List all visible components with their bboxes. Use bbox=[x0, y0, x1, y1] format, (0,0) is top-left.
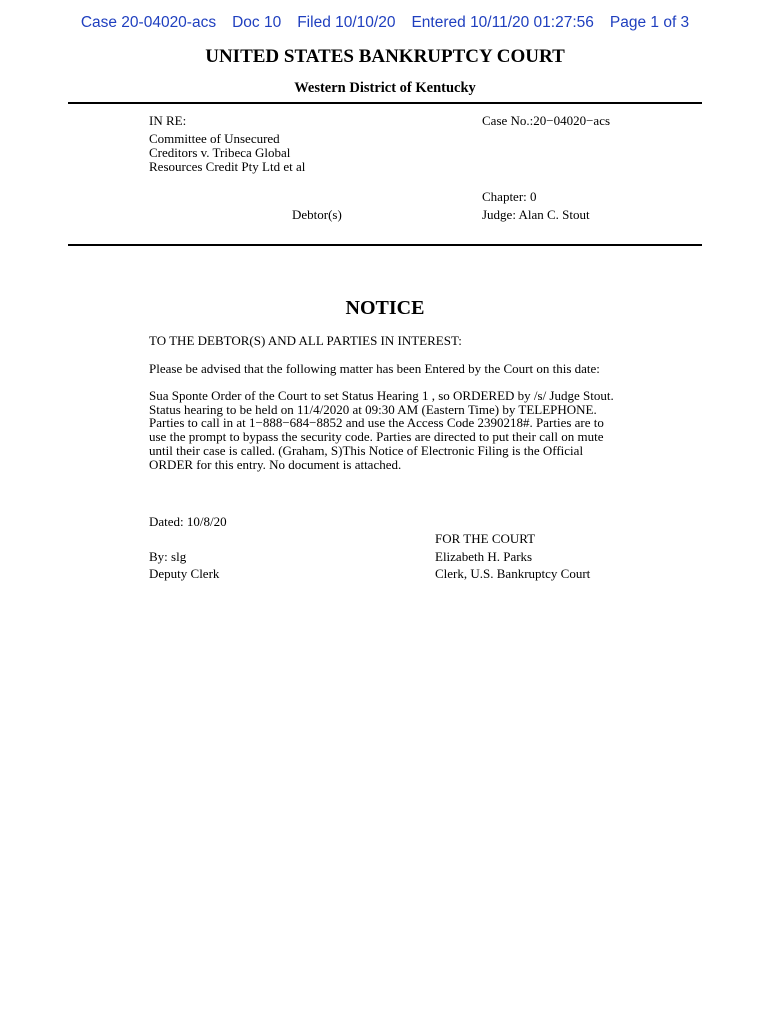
notice-advisory: Please be advised that the following matter has been Entered by the Court on this date: bbox=[149, 361, 600, 376]
caption-bottom-rule bbox=[68, 244, 702, 246]
doc-number-stamp: Doc 10 bbox=[232, 14, 282, 31]
case-number: Case No.:20−04020−acs bbox=[482, 113, 611, 128]
dated-line: Dated: 10/8/20 bbox=[149, 514, 227, 529]
deputy-clerk-label: Deputy Clerk bbox=[149, 566, 220, 581]
court-title: UNITED STATES BANKRUPTCY COURT bbox=[205, 46, 565, 67]
judge: Judge: Alan C. Stout bbox=[482, 207, 590, 222]
clerk-title: Clerk, U.S. Bankruptcy Court bbox=[435, 566, 591, 581]
entered-date-stamp: Entered 10/11/20 01:27:56 bbox=[411, 14, 594, 31]
for-the-court: FOR THE COURT bbox=[435, 531, 536, 546]
party-name: Committee of Unsecured Creditors v. Tribeca Global Resources Credit Pty Ltd et al bbox=[149, 131, 306, 174]
clerk-name: Elizabeth H. Parks bbox=[435, 549, 533, 564]
in-re-label: IN RE: bbox=[149, 113, 187, 128]
chapter: Chapter: 0 bbox=[482, 189, 537, 204]
filed-date-stamp: Filed 10/10/20 bbox=[297, 14, 396, 31]
notice-addressee: TO THE DEBTOR(S) AND ALL PARTIES IN INTEREST: bbox=[149, 333, 462, 348]
filing-header-stamp bbox=[0, 14, 770, 32]
notice-body: Sua Sponte Order of the Court to set Status Hearing 1 , so ORDERED by /s/ Judge Stout. Status hearing to be held on 11/4/2020 at 09:30 AM (Eastern Time) by TELEPHONE. Parties to call in at 1−888−684−8852 and use the Access Code 2390218#. Parties are to use the prompt to bypass the security code. Parties are directed to put their call on mute until their case is called. (Graham, S)This Notice of Electronic Filing is the Official ORDER for this entry. No document is attached. bbox=[149, 388, 614, 472]
caption-top-rule bbox=[68, 102, 702, 104]
notice-title: NOTICE bbox=[345, 297, 425, 319]
page-count-stamp: Page 1 of 3 bbox=[609, 14, 690, 31]
debtor-label: Debtor(s) bbox=[292, 207, 342, 222]
court-district: Western District of Kentucky bbox=[294, 80, 476, 96]
signed-by: By: slg bbox=[149, 549, 187, 564]
case-number-stamp: Case 20-04020-acs bbox=[80, 14, 217, 31]
